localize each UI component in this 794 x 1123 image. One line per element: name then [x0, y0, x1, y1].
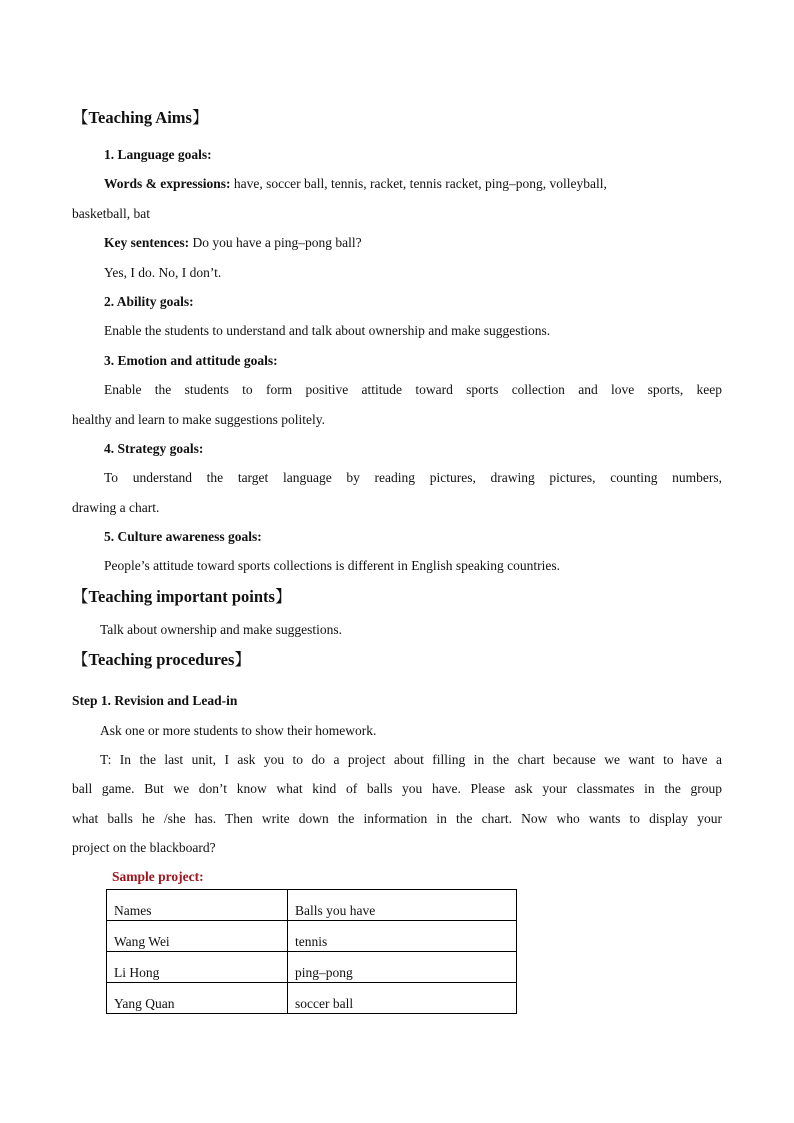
- table-row: [107, 951, 517, 982]
- table-header-row: [107, 889, 517, 920]
- sample-project-label: Sample project:: [112, 868, 204, 884]
- key-sentences-answer: Yes, I do. No, I don’t.: [104, 264, 222, 280]
- table-row: [107, 920, 517, 951]
- table-header-cell: Names: [107, 889, 288, 920]
- section-heading-teaching-aims: 【Teaching Aims】: [72, 108, 209, 127]
- teacher-line3: what balls he /she has. Then write down the information in the chart. Now who wants to display your: [72, 810, 722, 826]
- table-row: [107, 982, 517, 1013]
- culture-goals-title: 5. Culture awareness goals:: [104, 529, 262, 545]
- ability-goals-text: Enable the students to understand and talk about ownership and make suggestions.: [104, 323, 551, 339]
- important-points-text: Talk about ownership and make suggestions.: [100, 621, 343, 637]
- table-cell: Yang Quan: [107, 982, 288, 1013]
- emotion-goals-line1: Enable the students to form positive attitude toward sports collection and love sports, keep: [104, 382, 722, 398]
- document-page: [72, 104, 722, 1014]
- table-cell: Li Hong: [107, 951, 288, 982]
- emotion-goals-line2: healthy and learn to make suggestions politely.: [72, 411, 325, 427]
- table-cell: tennis: [288, 920, 517, 951]
- section-heading-important-points: 【Teaching important points】: [72, 586, 292, 606]
- strategy-goals-line2: drawing a chart.: [72, 499, 160, 515]
- words-expressions: Words & expressions: have, soccer ball, tennis, racket, tennis racket, ping–pong, volleyball,: [104, 176, 607, 192]
- step1-title: Step 1. Revision and Lead-in: [72, 693, 238, 709]
- table-cell: soccer ball: [288, 982, 517, 1013]
- strategy-goals-line1: To understand the target language by reading pictures, drawing pictures, counting numbers,: [104, 470, 722, 486]
- table-cell: Wang Wei: [107, 920, 288, 951]
- emotion-goals-title: 3. Emotion and attitude goals:: [104, 352, 278, 368]
- teacher-line4: project on the blackboard?: [72, 840, 216, 856]
- strategy-goals-title: 4. Strategy goals:: [104, 440, 204, 456]
- language-goals-title: 1. Language goals:: [104, 147, 212, 162]
- sample-project-table: [106, 889, 517, 1014]
- key-sentences: Key sentences: Do you have a ping–pong ball?: [104, 235, 362, 251]
- teacher-line2: ball game. But we don’t know what kind of balls you have. Please ask your classmates in the group: [72, 781, 722, 797]
- table-cell: ping–pong: [288, 951, 517, 982]
- teacher-line1: T: In the last unit, I ask you to do a project about filling in the chart because we want to have a: [100, 752, 722, 768]
- step1-intro: Ask one or more students to show their homework.: [100, 722, 377, 738]
- table-header-cell: Balls you have: [288, 889, 517, 920]
- words-expressions-cont: basketball, bat: [72, 205, 150, 221]
- ability-goals-title: 2. Ability goals:: [104, 293, 194, 309]
- culture-goals-text: People’s attitude toward sports collections is different in English speaking countries.: [104, 558, 561, 574]
- section-heading-procedures: 【Teaching procedures】: [72, 650, 251, 670]
